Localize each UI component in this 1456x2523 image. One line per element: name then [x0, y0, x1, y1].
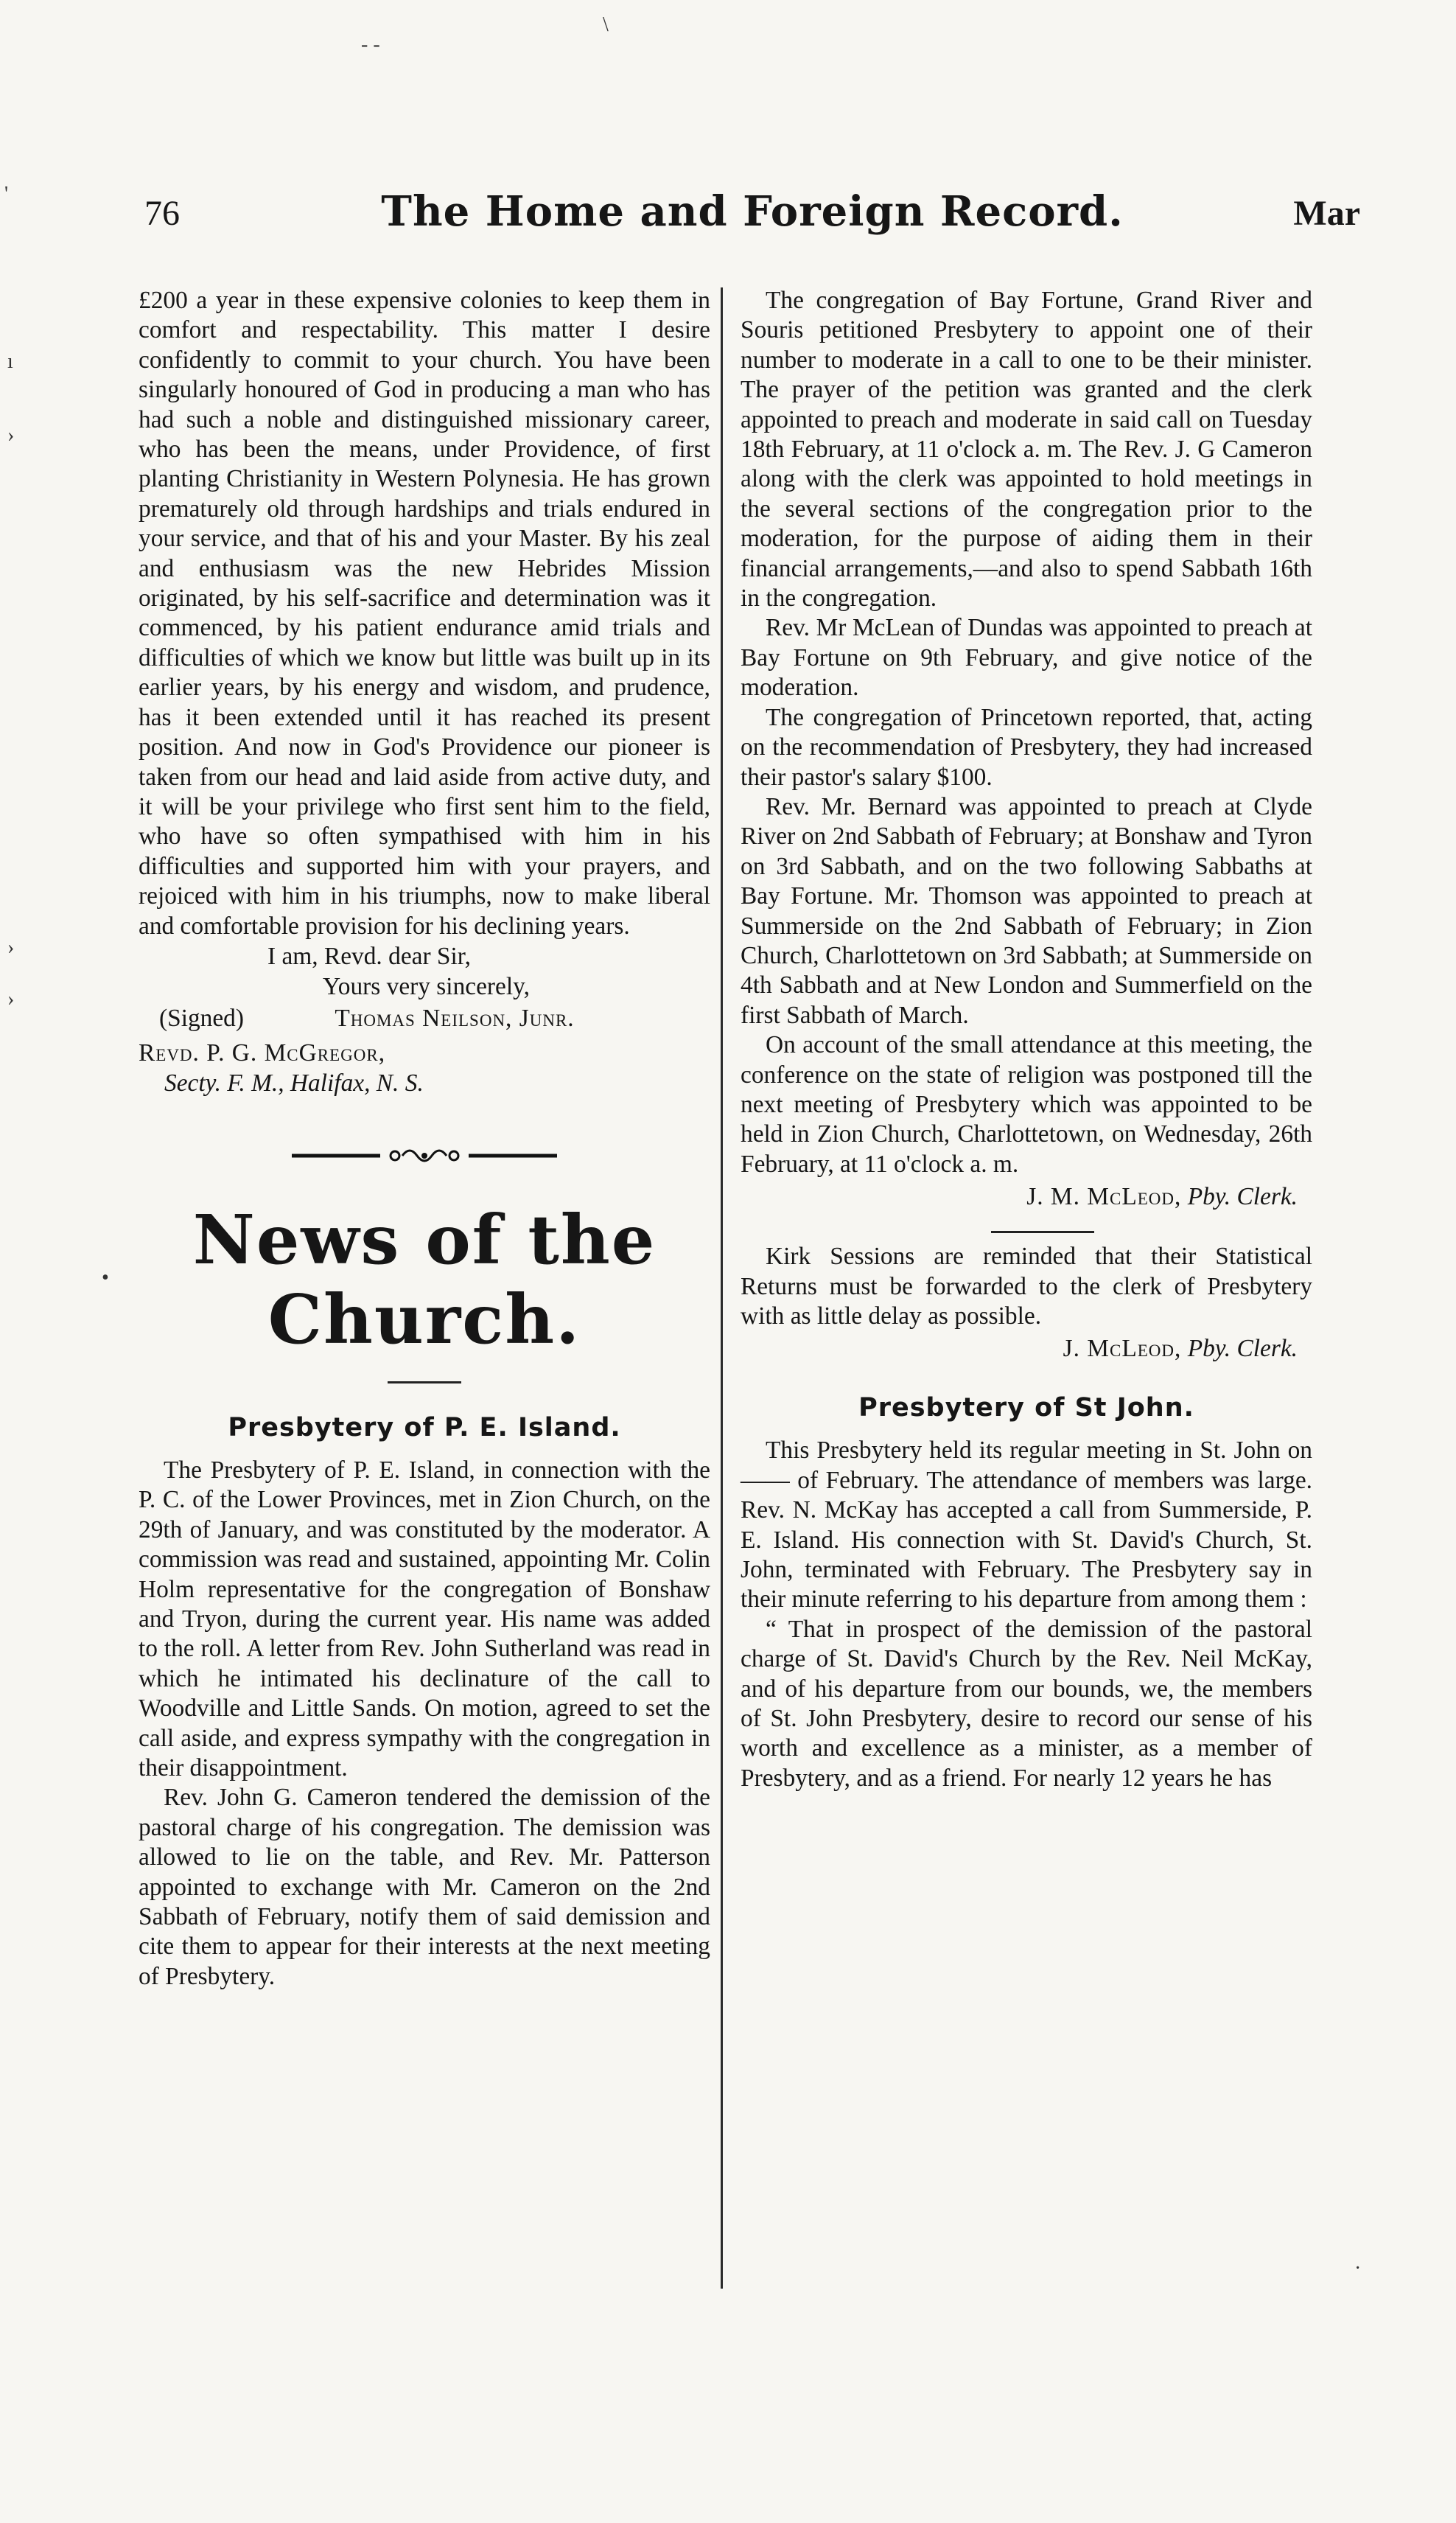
- section-heading: News of the Church.: [192, 1199, 657, 1359]
- letter-signature-block: [139, 941, 710, 1098]
- running-header: [144, 187, 1360, 252]
- notice-paragraph: Kirk Sessions are reminded that their Statistical Returns must be forwarded to the clerk of Presbytery with as little delay as possible.: [741, 1243, 1312, 1330]
- page-number: 76: [144, 194, 180, 233]
- article-paragraph: Rev. Mr McLean of Dundas was appointed to preach at Bay Fortune on 9th February, and give notice of the moderation.: [741, 614, 1312, 702]
- header-month: Mar: [1293, 194, 1360, 233]
- clerk-role: Pby. Clerk.: [1187, 1183, 1298, 1211]
- stray-mark: ·: [1354, 2257, 1362, 2280]
- article-paragraph: Rev. John G. Cameron tendered the demission of the pastoral charge of his congregation. The demission was allowed to lie on the table, and Rev. Mr. Patterson appointed to exchange with Mr. Cameron on the 2nd Sabbath of February, notify them of said demission and cite them to appear for their interests at the next meeting of Presbytery.: [139, 1784, 710, 1990]
- stray-mark: ›: [7, 424, 15, 447]
- clerk-role: Pby. Clerk.: [1187, 1335, 1298, 1363]
- article-heading: Presbytery of St John.: [858, 1393, 1194, 1423]
- article-paragraph: The congregation of Princetown reported, that, acting on the recommendation of Presbytery, they had increased their pastor's salary $100.: [741, 703, 1312, 791]
- clerk-name: J. McLeod,: [1063, 1335, 1182, 1363]
- notice-rule: [991, 1231, 1094, 1233]
- stray-mark: ›: [7, 936, 15, 959]
- right-column: [741, 286, 1312, 1793]
- addressee-title: Secty. F. M., Halifax, N. S.: [164, 1069, 424, 1097]
- article-paragraph: Rev. Mr. Bernard was appointed to preach at Clyde River on 2nd Sabbath of February; at Bonshaw and Tyron on 3rd Sabbath, and on the two following Sabbaths at Bay Fortune. Mr. Thomson was appointed to preach at Summerside on the 2nd Sabbath of February; in Zion Church, Charlottetown on 3rd Sabbath; at Summerside on 4th Sabbath and at New London and Summerfield on the first Sabbath of March.: [741, 792, 1312, 1029]
- signed-label: (Signed): [159, 1004, 244, 1032]
- signed-line: [139, 1003, 710, 1033]
- stray-mark: ı: [7, 350, 13, 373]
- article-heading: Presbytery of P. E. Island.: [228, 1412, 621, 1442]
- addressee-name: Revd. P. G. McGregor,: [139, 1039, 386, 1067]
- heading-rule: [388, 1381, 461, 1383]
- stray-mark: •: [102, 1266, 109, 1289]
- article-paragraph: This Presbytery held its regular meeting in St. John on —— of February. The attendance of members was large. Rev. N. McKay has accepted a call from Summerside, P. E. Island. His connection with St. David's Church, St. John, terminated with February. The Presbytery say in their minute referring to his departure from among them :: [741, 1437, 1312, 1613]
- clerk-signature: [741, 1182, 1312, 1212]
- stray-mark: \: [603, 13, 609, 36]
- article-paragraph: The congregation of Bay Fortune, Grand River and Souris petitioned Presbytery to appoint one of their number to moderate in a call to one to be their minister. The prayer of the petition was granted and the clerk appointed to preach and moderate in said call on Tuesday 18th February, at 11 o'clock a. m. The Rev. J. G Cameron along with the clerk was appointed to hold meetings in the several sections of the congregation prior to the moderation, for the purpose of aiding them in their financial arrangements,—and also to spend Sabbath 16th in the congregation.: [741, 287, 1312, 613]
- article-paragraph: On account of the small attendance at this meeting, the conference on the state of religion was postponed till the next meeting of Presbytery which was appointed to be held in Zion Church, Charlottetown, on Wednesday, 26th February, at 11 o'clock a. m.: [741, 1031, 1312, 1178]
- letter-closing: I am, Revd. dear Sir,: [267, 942, 471, 970]
- article-paragraph: The Presbytery of P. E. Island, in connection with the P. C. of the Lower Provinces, met in Zion Church, on the 29th of January, and was constituted by the moderator. A commission was read and sustained, appointing Mr. Colin Holm representative for the congregation of Bonshaw and Tryon, during the current year. His name was added to the roll. A letter from Rev. John Sutherland was read in which he intimated his declinature of the call to Woodville and Little Sands. On motion, agreed to set the call aside, and express sympathy with the congregation in their disappointment.: [139, 1456, 710, 1782]
- stray-mark: ': [4, 183, 9, 206]
- stray-mark: ›: [7, 988, 15, 1011]
- letter-valediction: Yours very sincerely,: [323, 972, 530, 1000]
- column-divider: [721, 287, 723, 2289]
- ornamental-divider: [139, 1141, 710, 1170]
- journal-title: The Home and Foreign Record.: [381, 187, 1124, 236]
- clerk-name: J. M. McLeod,: [1026, 1183, 1182, 1211]
- left-column: [139, 286, 710, 1992]
- stray-mark: - -: [361, 33, 380, 56]
- letter-paragraph: £200 a year in these expensive colonies to keep them in comfort and respectability. This matter I desire confidently to commit to your church. You have been singularly honoured of God in producing a man who has had such a noble and distinguished missionary career, who has been the means, under Providence, of first planting Christianity in Western Polynesia. He has grown prematurely old through hardships and trials endured in your service, and that of his and your Master. By his zeal and enthusiasm was the new Hebrides Mission originated, by his self-sacrifice and determination was it commenced, by his patient endurance amid trials and difficulties of which we know but little was built up in its earlier years, by his energy and wisdom, and prudence, has it been extended until it has reached its present position. And now in God's Providence our pioneer is taken from our head and laid aside from active duty, and it will be your privilege who first sent him to the field, who have so often sympathised with him in his difficulties and supported him with your prayers, and rejoiced with him in his triumphs, now to make liberal and comfortable provision for his declining years.: [139, 287, 710, 940]
- article-paragraph: “ That in prospect of the demission of the pastoral charge of St. David's Church by the Rev. Neil McKay, and of his departure from our bounds, we, the members of St. John Presbytery, desire to record our sense of his worth and excellence as a minister, as a member of Presbytery, and as a friend. For nearly 12 years he has: [741, 1615, 1312, 1792]
- clerk-signature: [741, 1334, 1312, 1364]
- signer-name: Thomas Neilson, Junr.: [335, 1004, 575, 1032]
